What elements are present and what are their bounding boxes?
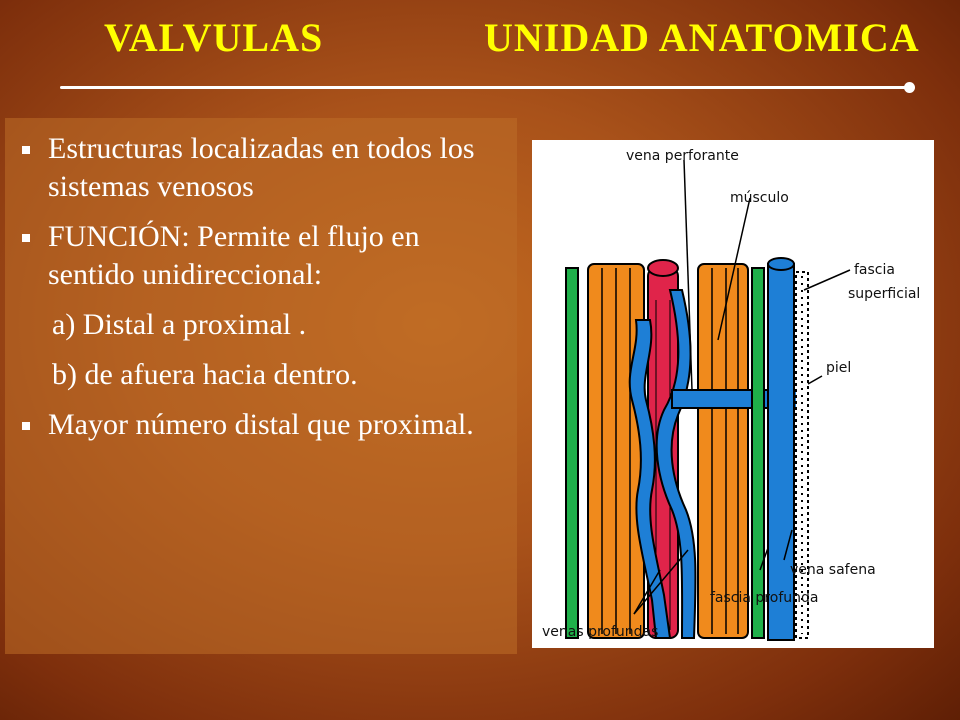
label-fascia: fascia xyxy=(854,262,895,278)
skin-layer xyxy=(796,272,808,638)
label-superficial: superficial xyxy=(848,286,921,302)
fascia-green-right xyxy=(752,268,764,638)
title-divider xyxy=(60,86,908,89)
label-venas-profundas: venas profundas xyxy=(542,624,659,640)
bullet-item-mayor-numero xyxy=(18,406,508,444)
title-unidad-anatomica: UNIDAD ANATOMICA xyxy=(484,15,920,60)
label-fascia-profunda: fascia profunda xyxy=(710,590,819,606)
label-piel: piel xyxy=(826,360,852,376)
bullet-square-icon xyxy=(22,422,30,430)
bullet-item-funcion xyxy=(18,218,508,294)
bullet-text: FUNCIÓN: Permite el flujo en sentido unidireccional: xyxy=(48,220,420,291)
label-musculo: músculo xyxy=(730,190,789,206)
label-vena-perforante: vena perforante xyxy=(626,148,739,164)
title-valvulas: VALVULAS xyxy=(104,15,324,60)
title-divider-dot xyxy=(904,82,915,93)
slide-title xyxy=(0,14,960,64)
vein-anatomy-diagram xyxy=(532,140,934,648)
vein-anatomy-figure xyxy=(532,140,934,648)
bullet-item-estructuras xyxy=(18,130,508,206)
bullet-list xyxy=(18,130,508,456)
fascia-green-left xyxy=(566,268,578,638)
label-vena-safena: vena safena xyxy=(790,562,876,578)
bullet-text: Estructuras localizadas en todos los sistemas venosos xyxy=(48,132,475,203)
bullet-square-icon xyxy=(22,146,30,154)
bullet-square-icon xyxy=(22,234,30,242)
sub-item-afuera: b) de afuera hacia dentro. xyxy=(52,358,358,391)
bullet-text: Mayor número distal que proximal. xyxy=(48,408,474,441)
saphenous-vein xyxy=(768,258,794,640)
sub-item-distal: a) Distal a proximal . xyxy=(52,308,307,341)
